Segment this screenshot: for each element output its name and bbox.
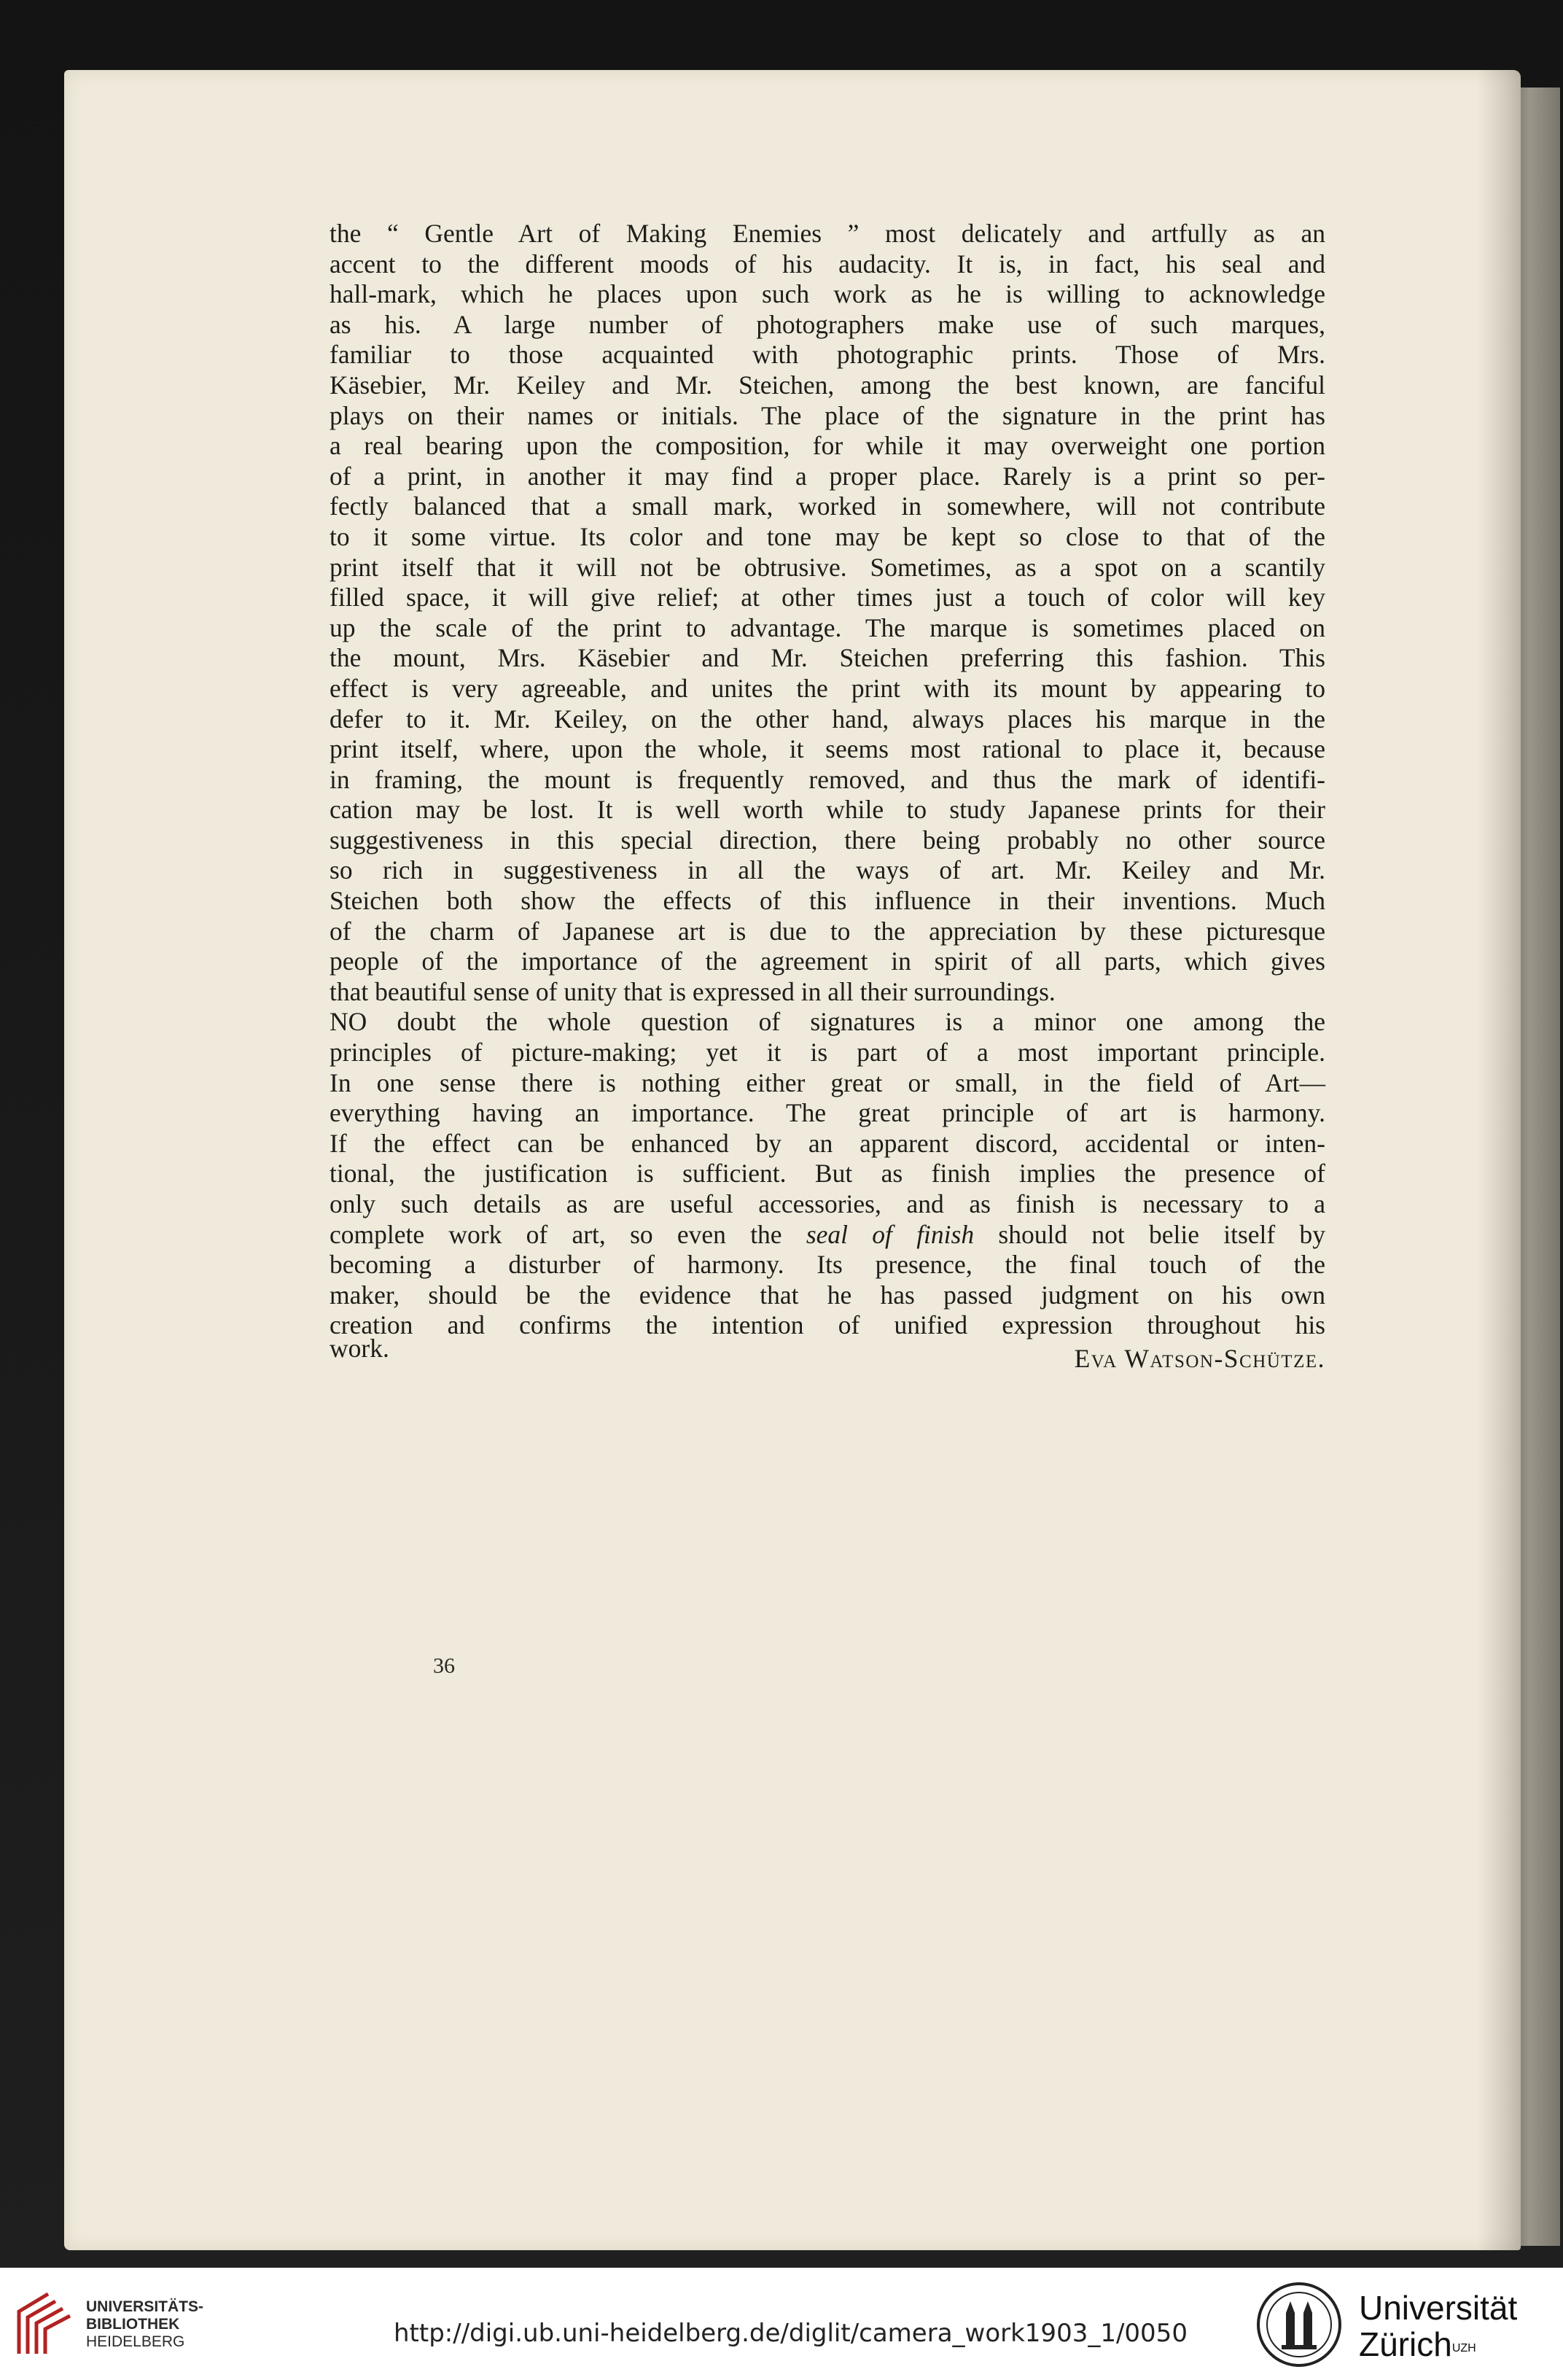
page-number: 36	[433, 1654, 455, 1678]
library-name-line2: BIBLIOTHEK	[86, 2316, 180, 2333]
text-line: print itself, where, upon the whole, it seems most rational to place it, because	[330, 734, 1325, 764]
university-abbrev: UZH	[1451, 2342, 1476, 2354]
university-seal-icon	[1255, 2281, 1343, 2368]
text-line: as his. A large number of photographers make use of such marques,	[330, 309, 1325, 339]
italic-phrase: seal of finish	[806, 1219, 975, 1249]
text-line: creation and confirms the intention of unified expression throughout his	[330, 1310, 1325, 1340]
text-line: in framing, the mount is frequently removed, and thus the mark of identifi-	[330, 764, 1325, 794]
text-line: everything having an importance. The great principle of art is harmony.	[330, 1098, 1325, 1128]
university-name-line2: Zürich	[1359, 2325, 1452, 2363]
university-name-line1: Universität	[1359, 2289, 1518, 2327]
text-line: principles of picture-making; yet it is part of a most important principle.	[330, 1038, 1325, 1068]
text-line: If the effect can be enhanced by an apparent discord, accidental or inten-	[330, 1128, 1325, 1158]
text-line: of a print, in another it may find a proper place. Rarely is a print so per-	[330, 461, 1325, 491]
text-line: filled space, it will give relief; at other times just a touch of color will key	[330, 583, 1325, 612]
text-line: plays on their names or initials. The place of the signature in the print has	[330, 400, 1325, 430]
text-line: becoming a disturber of harmony. Its presence, the final touch of the	[330, 1250, 1325, 1280]
paragraphs-container	[330, 219, 1325, 1341]
text-line: the “ Gentle Art of Making Enemies ” most delicately and artfully as an	[330, 219, 1325, 248]
text-line: up the scale of the print to advantage. The marque is sometimes placed on	[330, 612, 1325, 642]
text-line: effect is very agreeable, and unites the print with its mount by appearing to	[330, 673, 1325, 703]
text-line: print itself that it will not be obtrusive. Sometimes, as a spot on a scantily	[330, 552, 1325, 582]
text-line: fectly balanced that a small mark, worked in somewhere, will not contribute	[330, 491, 1325, 521]
text-line: so rich in suggestiveness in all the ways of art. Mr. Keiley and Mr.	[330, 855, 1325, 885]
text-line: to it some virtue. Its color and tone may be kept so close to that of the	[330, 521, 1325, 551]
text-line: complete work of art, so even the seal of finish should not belie itself by	[330, 1219, 1326, 1249]
text-line: that beautiful sense of unity that is expressed in all their surroundings.	[330, 976, 1056, 1006]
text-line: familiar to those acquainted with photographic prints. Those of Mrs.	[330, 340, 1325, 370]
library-name-line1: UNIVERSITÄTS-	[86, 2298, 204, 2315]
source-url-link[interactable]: http://digi.ub.uni-heidelberg.de/diglit/camera_work1903_1/0050	[394, 2319, 1188, 2348]
footer-bar	[0, 2268, 1563, 2380]
closing-word: work.	[330, 1333, 389, 1363]
text-line: of the charm of Japanese art is due to the appreciation by these picturesque	[330, 916, 1325, 946]
text-line: only such details as are useful accessories, and as finish is necessary to a	[330, 1189, 1325, 1218]
closing-row	[330, 1333, 1325, 1373]
text-line: the mount, Mrs. Käsebier and Mr. Steichen preferring this fashion. This	[330, 643, 1325, 673]
article-text	[330, 219, 1325, 1372]
university-name-line2-wrap	[1359, 2326, 1517, 2362]
text-line: Käsebier, Mr. Keiley and Mr. Steichen, among the best known, are fanciful	[330, 370, 1325, 400]
text-line: people of the importance of the agreement in spirit of all parts, which gives	[330, 946, 1325, 976]
text-line: cation may be lost. It is well worth while to study Japanese prints for their	[330, 795, 1325, 825]
text-line: tional, the justification is sufficient. But as finish implies the presence of	[330, 1159, 1325, 1189]
text-line: a real bearing upon the composition, for while it may overweight one portion	[330, 431, 1325, 461]
text-line: Steichen both show the effects of this influence in their inventions. Much	[330, 886, 1325, 916]
library-logo-icon	[12, 2290, 73, 2358]
text-line: suggestiveness in this special direction, there being probably no other source	[330, 825, 1325, 855]
text-line: NO doubt the whole question of signatures is a minor one among the	[330, 1007, 1325, 1037]
binding-shadow	[1477, 70, 1521, 2250]
text-line: In one sense there is nothing either great or small, in the field of Art—	[330, 1068, 1325, 1097]
text-line: accent to the different moods of his audacity. It is, in fact, his seal and	[330, 249, 1325, 279]
text-line: hall-mark, which he places upon such work as he is willing to acknowledge	[330, 279, 1325, 309]
text-line: defer to it. Mr. Keiley, on the other hand, always places his marque in the	[330, 704, 1325, 734]
author-signature: Eva Watson-Schütze.	[1074, 1343, 1325, 1373]
text-line: maker, should be the evidence that he has passed judgment on his own	[330, 1280, 1325, 1310]
university-name	[1359, 2290, 1517, 2362]
library-name	[86, 2298, 203, 2351]
library-city: HEIDELBERG	[86, 2333, 185, 2350]
